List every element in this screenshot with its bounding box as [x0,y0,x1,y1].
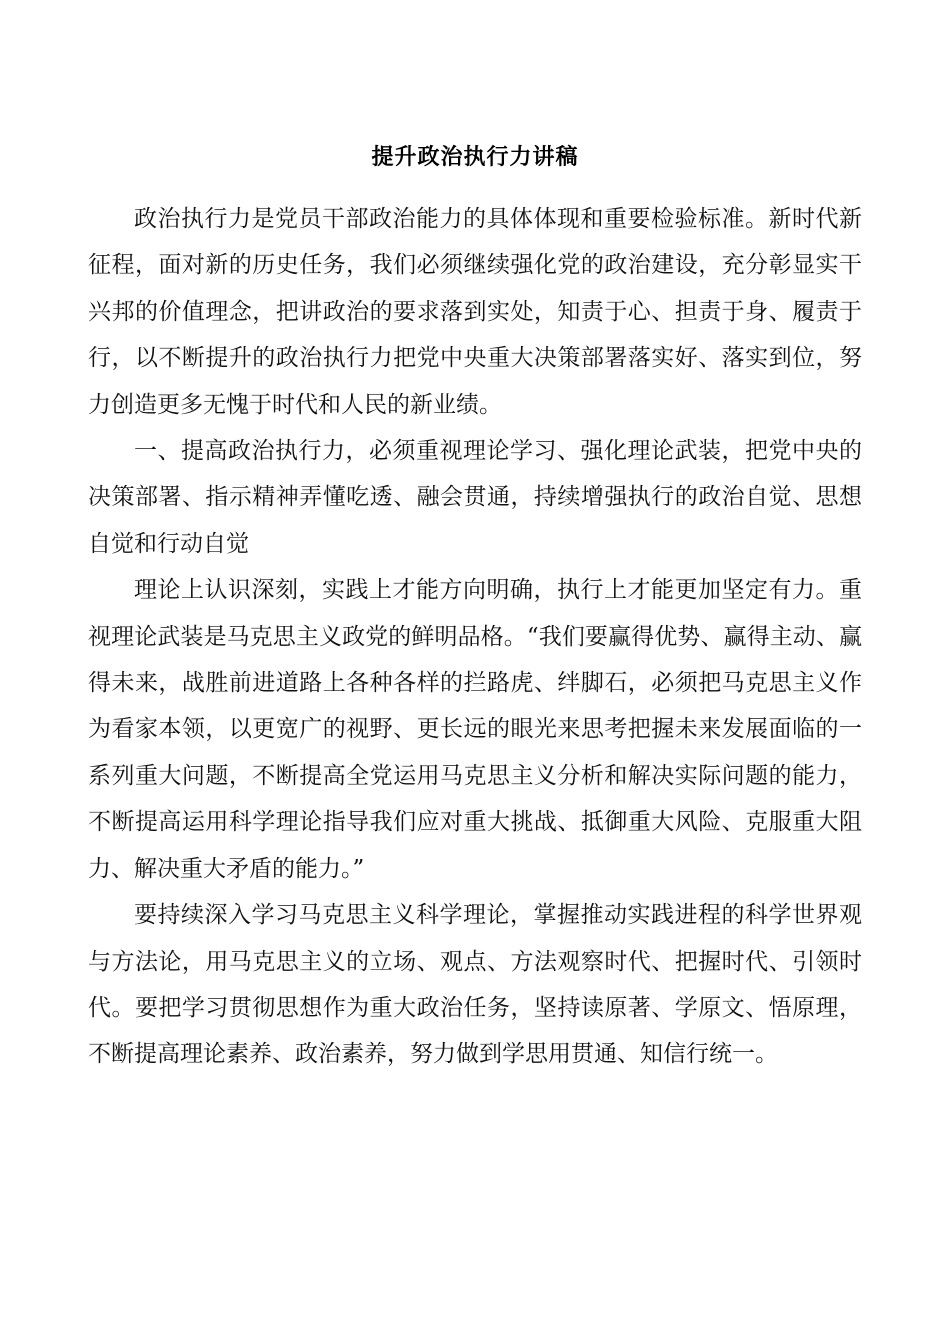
document-body [88,196,862,1078]
document-title: 提升政治执行力讲稿 [371,144,579,170]
paragraph-intro: 政治执行力是党员干部政治能力的具体体现和重要检验标准。新时代新征程，面对新的历史任务，我们必须继续强化党的政治建设，充分彰显实干兴邦的价值理念，把讲政治的要求落到实处，知责于心、担责于身、履责于行，以不断提升的政治执行力把党中央重大决策部署落实好、落实到位，努力创造更多无愧于时代和人民的新业绩。 [88,206,862,418]
paragraph-section-heading-1: 一、提高政治执行力，必须重视理论学习、强化理论武装，把党中央的决策部署、指示精神弄懂吃透、融会贯通，持续增强执行的政治自觉、思想自觉和行动自觉 [88,438,862,557]
paragraph-study: 要持续深入学习马克思主义科学理论，掌握推动实践进程的科学世界观与方法论，用马克思主义的立场、观点、方法观察时代、把握时代、引领时代。要把学习贯彻思想作为重大政治任务，坚持读原著、学原文、悟原理，不断提高理论素养、政治素养，努力做到学思用贯通、知信行统一。 [88,902,862,1068]
paragraph-theory: 理论上认识深刻，实践上才能方向明确，执行上才能更加坚定有力。重视理论武装是马克思主义政党的鲜明品格。“我们要赢得优势、赢得主动、赢得未来，战胜前进道路上各种各样的拦路虎、绊脚石，必须把马克思主义作为看家本领，以更宽广的视野、更长远的眼光来思考把握未来发展面临的一系列重大问题，不断提高全党运用马克思主义分析和解决实际问题的能力，不断提高运用科学理论指导我们应对重大挑战、抵御重大风险、克服重大阻力、解决重大矛盾的能力。” [88,577,862,882]
